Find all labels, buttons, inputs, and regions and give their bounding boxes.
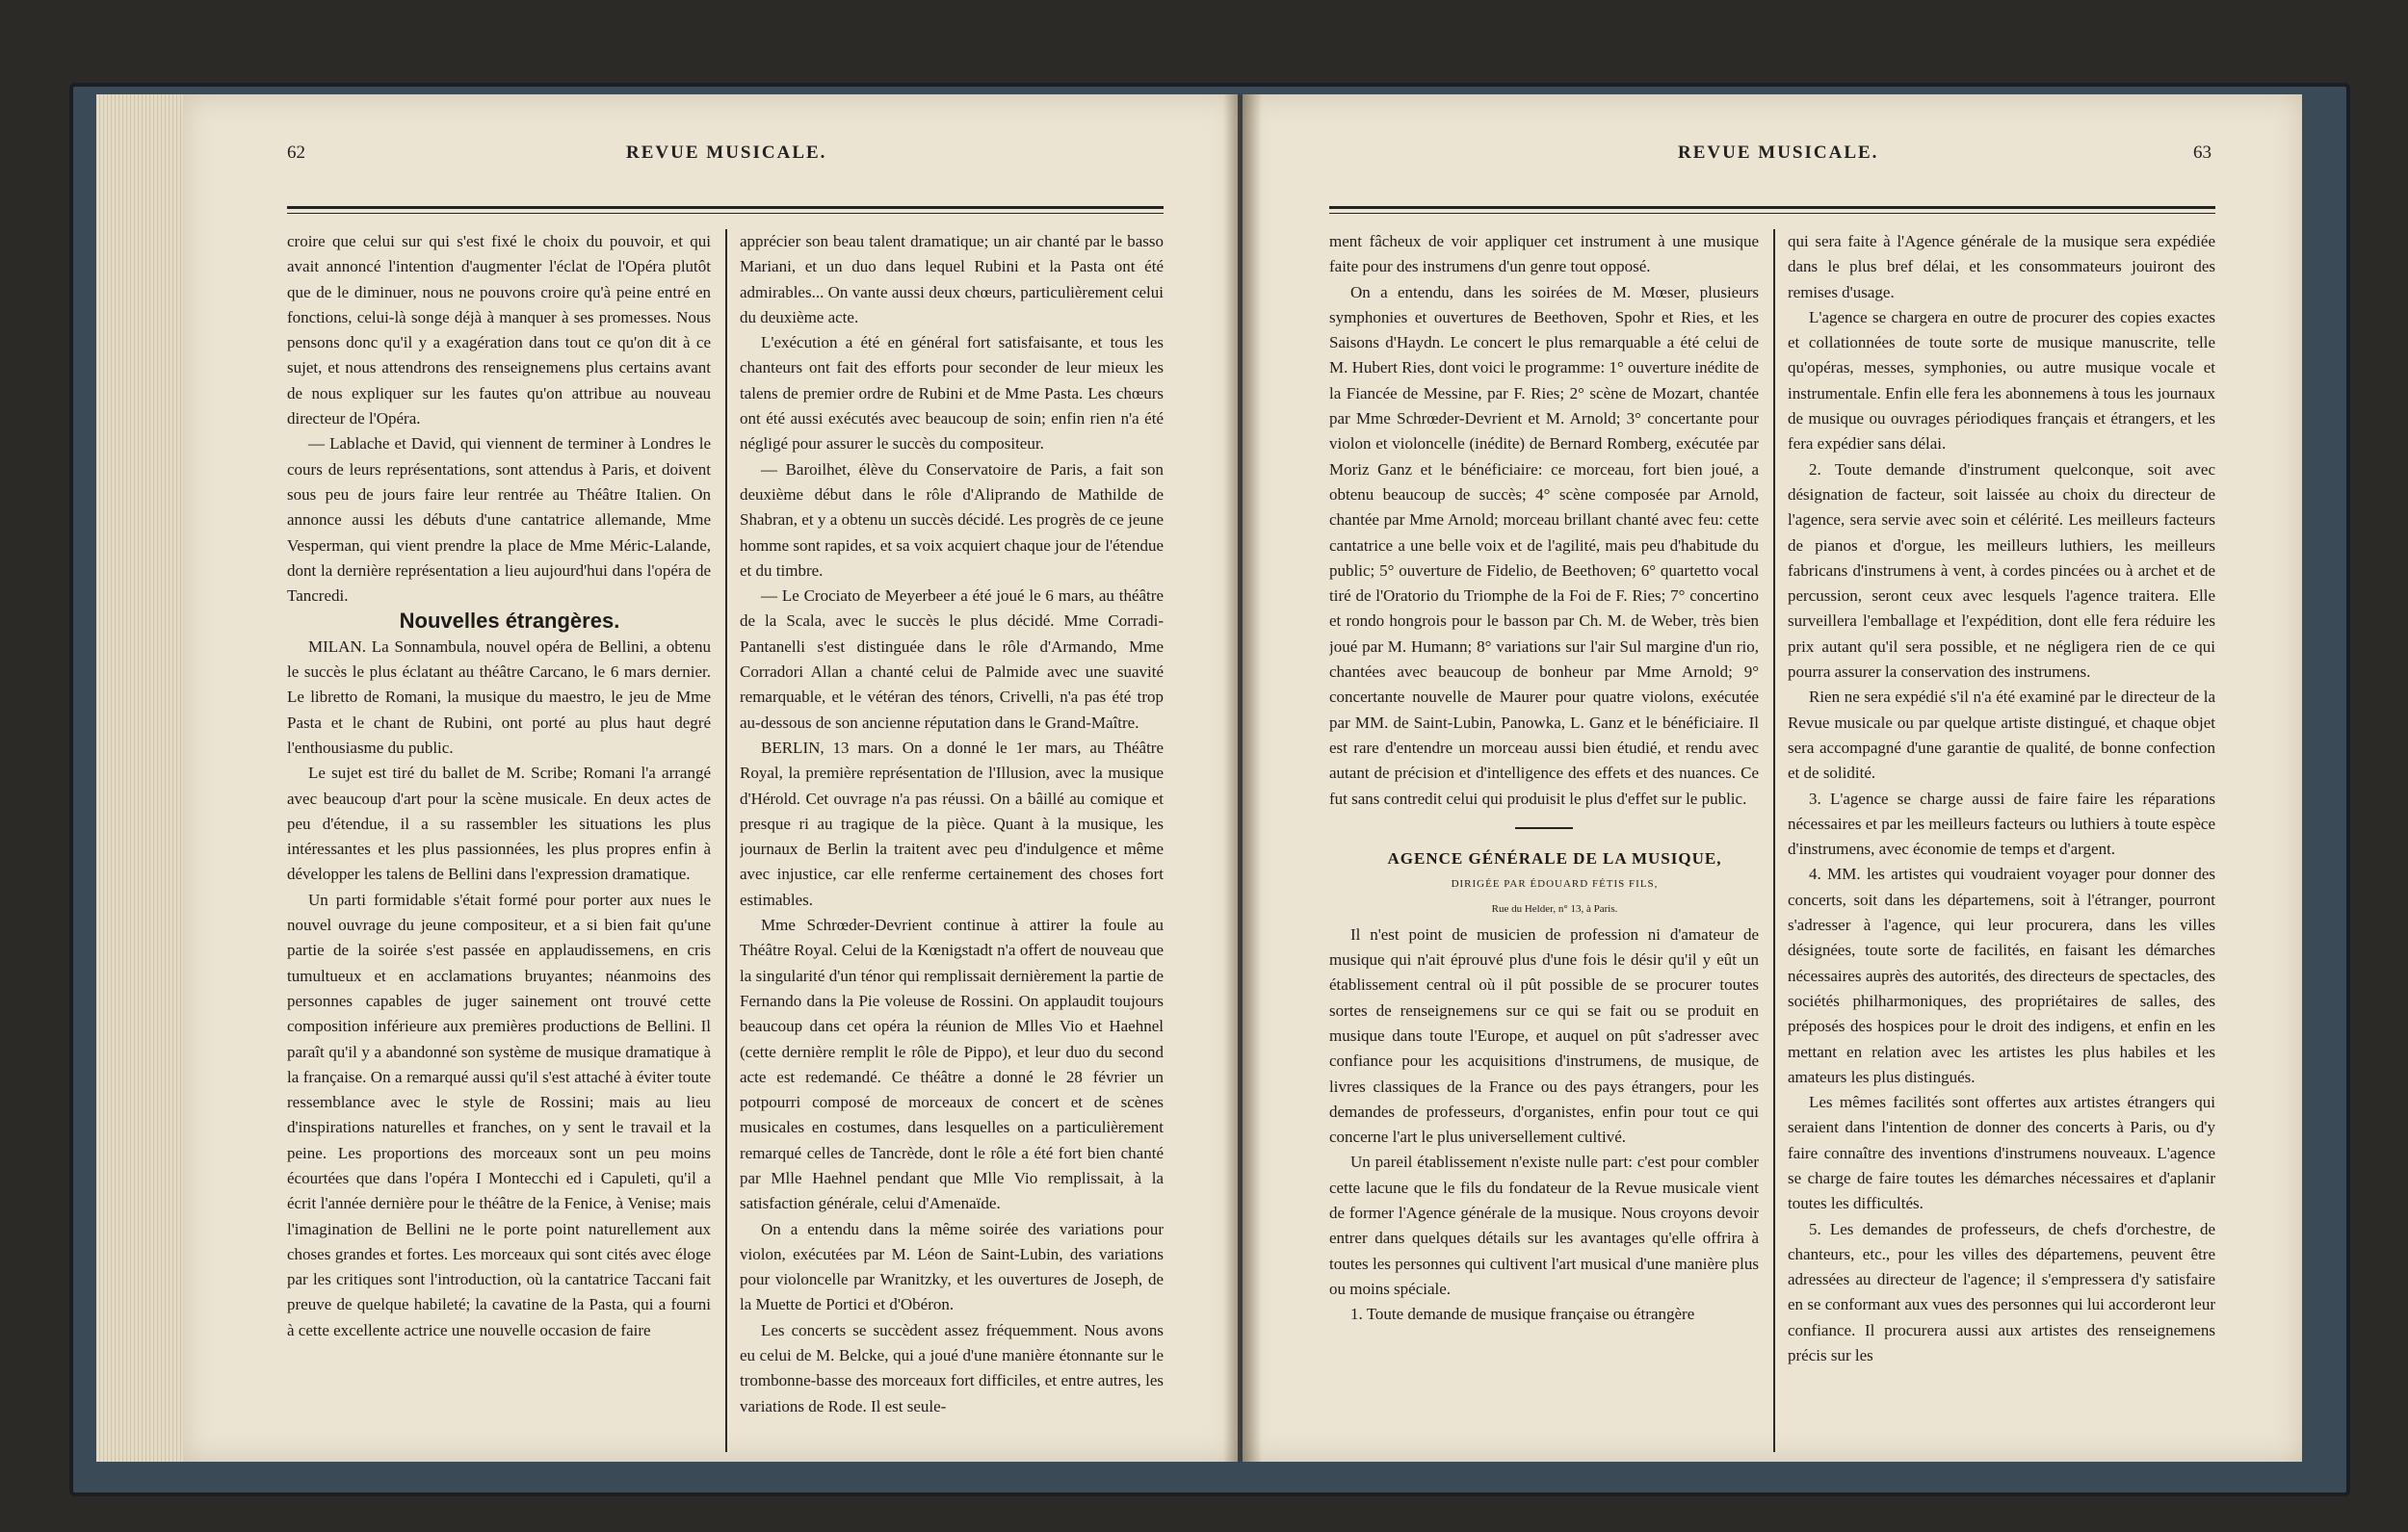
paragraph: 5. Les demandes de professeurs, de chefs d'orchestre, de chanteurs, etc., pour les villes des départemens, peuvent être adressées au directeur de l'agence; il s'empressera d'y satisfaire en se conformant aux vues des personnes qui lui accorderont leur confiance. Il procurera aussi aux artistes des renseignemens précis sur les [1788,1219,2215,1365]
right-header-rule [1329,206,2215,214]
left-column-1 [287,229,711,1452]
paragraph: ment fâcheux de voir appliquer cet instrument à une musique faite pour des instrumens d'un genre tout opposé. [1329,232,1759,276]
right-page-number: 63 [2193,143,2212,163]
left-running-title: REVUE MUSICALE. [626,143,827,163]
paragraph: 3. L'agence se charge aussi de faire faire les réparations nécessaires et par les meilleurs facteurs ou luthiers à toute espèce d'instrumens, avec économie de temps et d'argent. [1788,789,2215,859]
book-gutter [1223,94,1262,1462]
paragraph: Le sujet est tiré du ballet de M. Scribe; Romani l'a arrangé avec beaucoup d'art pour la scène musicale. En deux actes de peu d'étendue, il a su rassembler les situations les plus intéressantes et les plus passionnées, les plus propres enfin à développer les talens de Bellini dans l'expression dramatique. [287,764,711,884]
paragraph: Il n'est point de musicien de profession ni d'amateur de musique qui n'ait éprouvé plus d'une fois le désir qu'il y eût un établissement central où il pût possible de se procurer toutes sortes de renseignemens sur ce qui se fait ou se produit en musique dans toute l'Europe, et auquel on pût s'adresser avec confiance pour les acquisitions d'instrumens, de musique, de livres classiques de la France ou des pays étrangers, pour les demandes de professeurs, d'organistes, enfin pour tout ce qui concerne l'art le plus universellement cultivé. [1329,924,1759,1147]
paragraph: L'agence se chargera en outre de procurer des copies exactes et collationnées de toute sorte de musique manuscrite, telle qu'opéras, messes, symphonies, ou autre musique vocale et instrumentale. Enfin elle fera les abonnemens à tous les journaux de musique ou ouvrages périodiques français et étrangers, et les fera expédier sans délai. [1788,307,2215,454]
left-page-number: 62 [287,143,305,163]
page-edges [96,94,183,1462]
column-separator [1773,229,1775,1452]
left-page [183,94,1238,1462]
agency-subtitle: DIRIGÉE PAR ÉDOUARD FÉTIS FILS, [1451,878,1659,891]
right-column-2 [1788,229,2215,1452]
paragraph: qui sera faite à l'Agence générale de la musique sera expédiée dans le plus bref délai, et les consommateurs jouiront des remises d'usage. [1788,232,2215,301]
left-page-header [183,143,1238,171]
section-divider [1515,827,1573,829]
paragraph: Les concerts se succèdent assez fréquemment. Nous avons eu celui de M. Belcke, qui a joué d'une manière étonnante sur le trombonne-basse des morceaux fort difficiles, et entre autres, les variations de Rode. Il est seule- [740,1320,1164,1415]
paragraph: — Baroilhet, élève du Conservatoire de Paris, a fait son deuxième début dans le rôle d'Aliprando de Mathilde de Shabran, et y a obtenu un succès décidé. Les progrès de ce jeune homme sont rapides, et sa voix acquiert chaque jour de l'étendue et du timbre. [740,459,1164,580]
paragraph: apprécier son beau talent dramatique; un air chanté par le basso Mariani, et un duo dans lequel Rubini et la Pasta ont été admirables... On vante aussi deux chœurs, particulièrement celui du deuxième acte. [740,232,1164,326]
column-separator [725,229,727,1452]
right-page [1243,94,2302,1462]
paragraph: Mme Schrœder-Devrient continue à attirer la foule au Théâtre Royal. Celui de la Kœnigstadt n'a offert de nouveau que la singularité d'un ténor qui remplissait dernièrement la partie de Fernando dans la Pie voleuse de Rossini. On applaudit toujours beaucoup dans cet opéra la réunion de Mlles Vio et Haehnel (cette dernière remplit le rôle de Pippo), et leur duo du second acte est redemandé. Ce théâtre a donné le 28 février un potpourri composé de morceaux de concert et de scènes musicales en costumes, dans lesquelles on a particulièrement remarqué celles de Tancrède, dont le rôle a été fort bien chanté par Mlle Haehnel pendant que Mlle Vio remplissait, à la satisfaction générale, celui d'Amenaïde. [740,916,1164,1213]
left-header-rule [287,206,1164,214]
paragraph: On a entendu dans la même soirée des variations pour violon, exécutées par M. Léon de Saint-Lubin, des variations pour violoncelle par Wranitzky, et les ouvertures de Joseph, de la Muette de Portici et d'Obéron. [740,1219,1164,1314]
paragraph: On a entendu, dans les soirées de M. Mœser, plusieurs symphonies et ouvertures de Beethoven, Spohr et Ries, et les Saisons d'Haydn. Le concert le plus remarquable a été celui de M. Hubert Ries, dont voici le programme: 1° ouverture inédite de la Fiancée de Messine, par F. Ries; 2° scène de Mozart, chantée par Mme Schrœder-Devrient et M. Arnold; 3° concertante pour violon et violoncelle (inédite) de Bernard Romberg, exécutée par Moriz Ganz et le bénéficiaire: ce morceau, fort bien joué, a obtenu beaucoup de succès; 4° scène composée par Arnold, chantée par Mme Arnold; morceau brillant chanté avec feu: cette cantatrice a une belle voix et de l'agilité, mais peu d'habitude du public; 5° ouverture de Fidelio, de Beethoven; 6° quartetto vocal tiré de l'Oratorio du Triomphe de la Foi de F. Ries; 7° concertino et rondo hongrois pour le basson par Ch. M. de Weber, très bien joué par M. Humann; 8° variations sur l'air Sul margine d'un rio, chantées avec beaucoup de bonheur par Mme Arnold; 9° concertante nouvelle de Maurer pour quatre violons, exécutée par MM. de Saint-Lubin, Panowka, L. Ganz et le bénéficiaire. Il est rare d'entendre un morceau aussi bien étudié, et rendu avec autant de précision et d'intelligence des effets et des nuances. Ce fut sans contredit celui qui produisit le plus d'effet sur le public. [1329,282,1759,808]
paragraph: — Lablache et David, qui viennent de terminer à Londres le cours de leurs représentations, sont attendus à Paris, et doivent sous peu de jours faire leur rentrée au Théâtre Italien. On annonce aussi les débuts d'une cantatrice allemande, Mme Vesperman, qui vient prendre la place de Mme Méric-Lalande, dont la dernière représentation a lieu aujourd'hui dans l'opéra de Tancredi. [287,434,711,606]
paragraph: Les mêmes facilités sont offertes aux artistes étrangers qui seraient dans l'intention de donner des concerts à Paris, ou d'y faire connaître des inventions d'instrumens nouveaux. L'agence se charge de faire toutes les démarches nécessaires et d'aplanir toutes les difficultés. [1788,1093,2215,1213]
paragraph: 2. Toute demande d'instrument quelconque, soit avec désignation de facteur, soit laissée au choix du directeur de l'agence, sera servie avec soin et célérité. Les meilleurs facteurs de pianos et d'orgue, les meilleurs luthiers, les meilleurs fabricans d'instrumens à vent, à cordes pincées ou à archet et de percussion, seront ceux avec lesquels l'agence traitera. Elle surveillera l'emballage et l'expédition, dont elle fera réduire les prix autant qu'il sera possible, et ne négligera rien de ce qui pourra assurer la conservation des instrumens. [1788,459,2215,682]
paragraph: Un pareil établissement n'existe nulle part: c'est pour combler cette lacune que le fils du fondateur de la Revue musicale vient de former l'Agence générale de la musique. Nous croyons devoir entrer dans quelques détails sur les avantages qu'elle offrira à toutes les personnes qui cultivent l'art musical d'une manière plus ou moins spéciale. [1329,1153,1759,1298]
paragraph: MILAN. La Sonnambula, nouvel opéra de Bellini, a obtenu le succès le plus éclatant au théâtre Carcano, le 6 mars dernier. Le libretto de Romani, la musique du maestro, le jeu de Mme Pasta et le chant de Rubini, ont porté au plus haut degré l'enthousiasme du public. [287,636,711,757]
paragraph: Rien ne sera expédié s'il n'a été examiné par le directeur de la Revue musicale ou par quelque artiste distingué, et chaque objet sera accompagné d'une garantie de qualité, de bonne confection et de solidité. [1788,688,2215,783]
paragraph: croire que celui sur qui s'est fixé le choix du pouvoir, et qui avait annoncé l'intention d'augmenter l'éclat de l'Opéra plutôt que de le diminuer, nous ne pouvons croire qu'à peine entré en fonctions, celui-là songe déjà à manquer à ses promesses. Nous pensons donc qu'il y a exagération dans tout ce qu'on dit à ce sujet, et nous attendrons des renseignemens plus certains avant de nous expliquer sur les fautes qu'on attribue au nouveau directeur de l'Opéra. [287,232,711,428]
agency-address: Rue du Helder, n° 13, à Paris. [1491,903,1618,916]
paragraph: — Le Crociato de Meyerbeer a été joué le 6 mars, au théâtre de la Scala, avec le succès le plus décidé. Mme Corradi-Pantanelli s'est distinguée dans le rôle d'Armando, Mme Corradori Allan a chanté celui de Palmide avec une suavité remarquable, et le vétéran des ténors, Crivelli, n'a pas été trop au-dessous de son ancienne réputation dans le Grand-Maître. [740,586,1164,732]
right-running-title: REVUE MUSICALE. [1678,143,1879,163]
paragraph: 1. Toute demande de musique française ou étrangère [1350,1305,1695,1324]
section-title: Nouvelles étrangères. [399,609,620,634]
left-column-2 [740,229,1164,1452]
agency-title: AGENCE GÉNÉRALE DE LA MUSIQUE, [1387,848,1722,868]
paragraph: L'exécution a été en général fort satisfaisante, et tous les chanteurs ont fait des efforts pour seconder de leur mieux les talens de premier ordre de Rubini et de Mme Pasta. Les chœurs ont été aussi exécutés avec beaucoup de soin; enfin rien n'a été négligé pour assurer le succès du compositeur. [740,333,1164,454]
right-page-header [1243,143,2302,171]
paragraph: Un parti formidable s'était formé pour porter aux nues le nouvel ouvrage du jeune compositeur, et a si bien fait qu'une partie de la soirée s'est passée en applaudissemens, en cris tumultueux et en acclamations bruyantes; néanmoins des personnes capables de juger sainement ont trouvé cette composition inférieure aux premières productions de Bellini. Il paraît qu'il y a abandonné son système de musique dramatique à la française. On a remarqué aussi qu'il s'est attaché à éviter toute ressemblance avec le style de Rossini; mais au lieu d'inspirations naturelles et franches, on y sent le travail et la peine. Les proportions des morceaux sont un peu moins écourtées que dans l'opéra I Montecchi ed i Capuleti, qu'il a écrit l'année dernière pour le théâtre de la Fenice, à Venise; mais l'imagination de Bellini ne le porte point naturellement aux choses grandes et fortes. Les morceaux qui sont cités avec éloge par les critiques sont l'introduction, où la cantatrice Taccani fait preuve de quelque habileté; la cavatine de la Pasta, qui a fourni à cette excellente actrice une nouvelle occasion de faire [287,890,711,1339]
right-column-1 [1329,229,1759,1452]
paragraph: BERLIN, 13 mars. On a donné le 1er mars, au Théâtre Royal, la première représentation de l'Illusion, avec la musique d'Hérold. Cet ouvrage n'a pas réussi. On a bâillé au comique et presque ri au tragique de la pièce. Quant à la musique, les journaux de Berlin la traitent avec peu d'indulgence et même avec injustice, car elle renferme certainement des choses fort estimables. [740,738,1164,909]
paragraph: 4. MM. les artistes qui voudraient voyager pour donner des concerts, soit dans les départemens, soit à l'étranger, pourront s'adresser à l'agence, qui leur procurera, dans les villes désignées, toute sorte de facilités, en faisant les démarches nécessaires auprès des autorités, des directeurs de spectacles, des sociétés philharmoniques, des propriétaires de salles, des préposés des hospices pour le droit des indigens, et enfin en les mettant en relation avec les artistes les plus habiles et les amateurs les plus distingués. [1788,865,2215,1086]
